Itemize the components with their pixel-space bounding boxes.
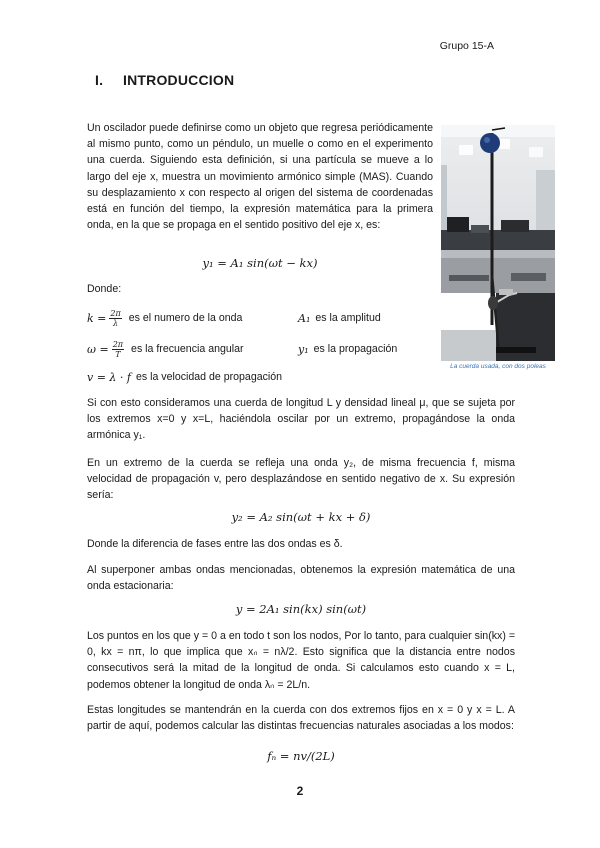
section-title (95, 72, 234, 88)
page-number: 2 (296, 784, 304, 798)
paragraph-natural-frequencies: Estas longitudes se mantendrán en la cuerda con dos extremos fijos en x = 0 y x = L. A partir de aquí, podemos calcular las distintas frecuencias naturales asociadas a los modos: (87, 704, 515, 733)
omega-description: es la frecuencia angular (131, 343, 244, 355)
definition-omega (87, 336, 244, 362)
definition-velocity (87, 364, 282, 390)
formula-wave-2: y₂ = A₂ sin(ωt + kx + δ) (231, 510, 371, 524)
propagation-symbol: y₁ (298, 342, 309, 356)
omega-fraction (112, 340, 124, 359)
definition-amplitude (298, 305, 381, 331)
string-setup-photo (441, 125, 555, 361)
paragraph-string-setup: Si con esto consideramos una cuerda de longitud L y densidad lineal μ, que se sujeta por los extremos x=0 y x=L, haciéndola oscilar por un extremo, propagándose la onda armónica y₁. (87, 397, 515, 442)
amplitude-description: es la amplitud (315, 312, 381, 324)
formula-standing-wave: y = 2A₁ sin(kx) sin(ωt) (235, 602, 367, 616)
definition-propagation (298, 336, 397, 362)
k-fraction (109, 309, 121, 328)
intro-paragraph: Un oscilador puede definirse como un objeto que regresa periódicamente al mismo punto, como un péndulo, un muelle o como en el experimento una cuerda. Siguiendo esta definición, si una partícula se mueve a lo largo del eje x, muestra un movimiento armónico simple (MAS). Cuando su desplazamiento x con respecto al origen del sistema de coordenadas está en función del tiempo, la expresión matemática para la primera onda, en la que se propaga en el sentido positivo del eje x, es: (87, 122, 433, 232)
omega-numerator: 2π (112, 339, 124, 349)
string-setup-illustration (441, 125, 555, 361)
donde-label: Donde: (87, 283, 122, 295)
section-title-text: INTRODUCCION (123, 72, 235, 88)
section-number: I. (95, 72, 104, 88)
formula-frequency: fₙ = nv/(2L) (267, 749, 335, 763)
amplitude-symbol: A₁ (298, 311, 311, 325)
paragraph-nodes: Los puntos en los que y = 0 a en todo t son los nodos, Por lo tanto, para cualquier sin(kx) = 0, kx = nπ, lo que implica que xₙ = nλ/2. Esto significa que la distancia entre nodos consecutivos será la mitad de la longitud de onda. Si calculamos esto cuando x = L, podemos obtener la longitud de onda λₙ = 2L/n. (87, 630, 515, 691)
photo-caption: La cuerda usada, con dos poleas (450, 363, 546, 370)
omega-denominator: T (115, 349, 121, 359)
propagation-description: es la propagación (313, 343, 398, 355)
k-description: es el numero de la onda (128, 312, 243, 324)
omega-symbol: ω = (87, 342, 109, 356)
definition-k (87, 305, 242, 331)
velocity-description: es la velocidad de propagación (135, 371, 283, 383)
k-numerator: 2π (110, 308, 121, 318)
paragraph-superposition: Al superponer ambas ondas mencionadas, obtenemos la expresión matemática de una onda estacionaria: (87, 564, 515, 593)
paragraph-phase-difference: Donde la diferencia de fases entre las dos ondas es δ. (87, 538, 343, 550)
page-header-group: Grupo 15-A (439, 40, 494, 52)
velocity-expression: v = λ · f (87, 370, 131, 384)
paragraph-reflected-wave: En un extremo de la cuerda se refleja una onda y₂, de misma frecuencia f, misma velocidad de propagación v, pero desplazándose en sentido negativo de x. Su expresión sería: (87, 457, 515, 502)
k-symbol: k = (87, 311, 107, 325)
formula-wave-1: y₁ = A₁ sin(ωt − kx) (202, 256, 318, 270)
k-denominator: λ (113, 318, 119, 328)
